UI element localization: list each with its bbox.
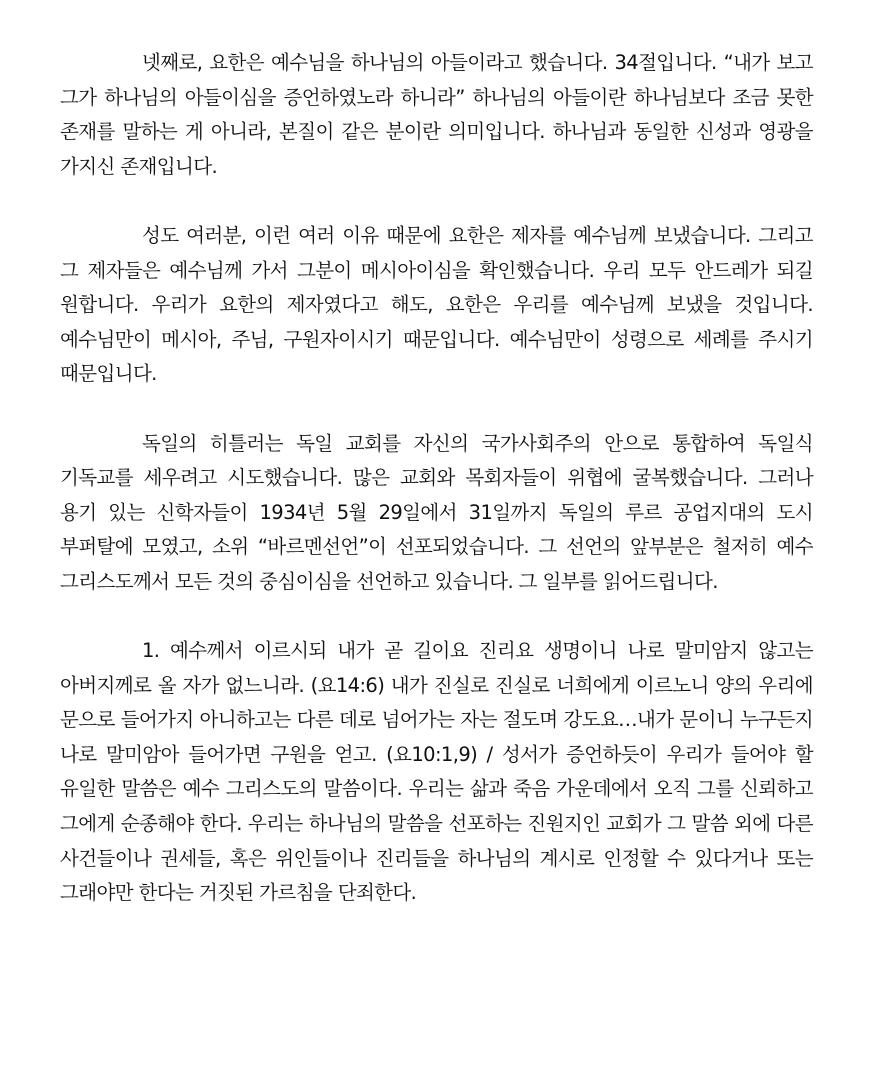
paragraph-1: 넷째로, 요한은 예수님을 하나님의 아들이라고 했습니다. 34절입니다. “내가 보고 그가 하나님의 아들이심을 증언하였노라 하니라” 하나님의 아들이란 하나님보다 조금 못한 존재를 말하는 게 아니라, 본질이 같은 분이란 의미입니다. 하나님과 동일한 신성과 영광을 가지신 존재입니다. — [60, 51, 813, 178]
paragraph-2: 성도 여러분, 이런 여러 이유 때문에 요한은 제자를 예수님께 보냈습니다. 그리고 그 제자들은 예수님께 가서 그분이 메시아이심을 확인했습니다. 우리 모두 안드레가 되길 원합니다. 우리가 요한의 제자였다고 해도, 요한은 우리를 예수님께 보냈을 것입니다. 예수님만이 메시아, 주님, 구원자이시기 때문입니다. 예수님만이 성령으로 세례를 주시기 때문입니다. — [60, 223, 813, 386]
paragraph-3: 독일의 히틀러는 독일 교회를 자신의 국가사회주의 안으로 통합하여 독일식 기독교를 세우려고 시도했습니다. 많은 교회와 목회자들이 위협에 굴복했습니다. 그러나 용기 있는 신학자들이 1934년 5월 29일에서 31일까지 독일의 루르 공업지대의 도시 부퍼탈에 모였고, 소위 “바르멘선언”이 선포되었습니다. 그 선언의 앞부분은 철저히 예수 그리스도께서 모든 것의 중심이심을 선언하고 있습니다. 그 일부를 읽어드립니다. — [60, 431, 813, 593]
paragraph-4: 1. 예수께서 이르시되 내가 곧 길이요 진리요 생명이니 나로 말미암지 않고는 아버지께로 올 자가 없느니라. (요14:6) 내가 진실로 진실로 너희에게 이르노니 양의 우리에 문으로 들어가지 아니하고는 다른 데로 넘어가는 자는 절도며 강도요…내가 문이니 누구든지 나로 말미암아 들어가면 구원을 얻고. (요10:1,9) / 성서가 증언하듯이 우리가 들어야 할 유일한 말씀은 예수 그리스도의 말씀이다. 우리는 삶과 죽음 가운데에서 오직 그를 신뢰하고 그에게 순종해야 한다. 우리는 하나님의 말씀을 선포하는 진원지인 교회가 그 말씀 외에 다른 사건들이나 권세들, 혹은 위인들이나 진리들을 하나님의 계시로 인정할 수 있다거나 또는 그래야만 한다는 거짓된 가르침을 단죄한다. — [60, 639, 813, 905]
document-body — [60, 46, 813, 911]
